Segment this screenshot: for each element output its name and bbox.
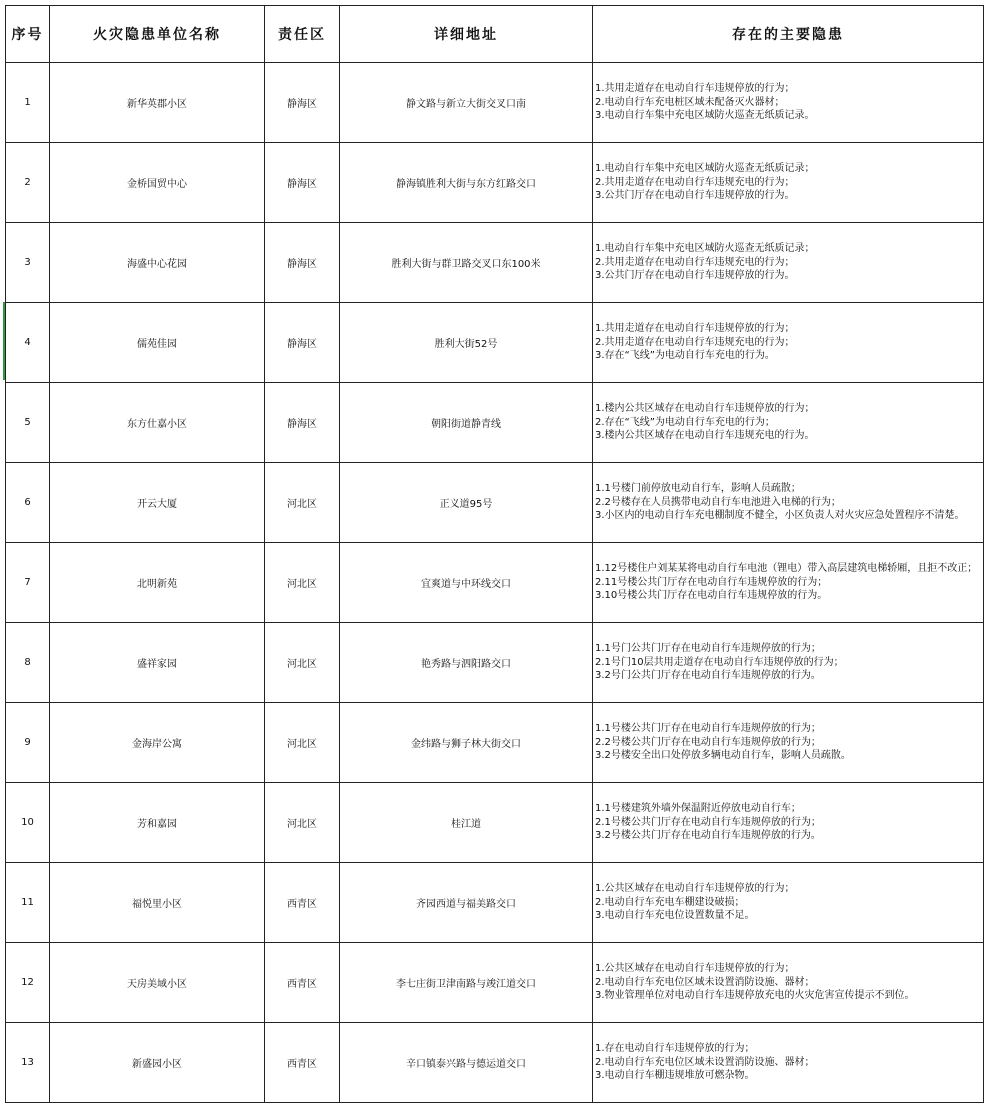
issue-line: 2.2号楼公共门厅存在电动自行车违规停放的行为；	[595, 736, 821, 748]
issue-line: 3.楼内公共区域存在电动自行车违规充电的行为。	[595, 430, 815, 442]
issue-line: 2.11号楼公共门厅存在电动自行车违规停放的行为；	[595, 576, 828, 588]
table-row	[6, 63, 984, 143]
issue-line: 1.存在电动自行车违规停放的行为；	[595, 1043, 755, 1055]
table-row	[6, 703, 984, 783]
issue-line: 1.电动自行车集中充电区域防火巡查无纸质记录；	[595, 243, 815, 255]
cell-index[interactable]: 10	[6, 783, 50, 863]
cell-unit-name[interactable]: 天房美域小区	[50, 943, 265, 1023]
issue-line: 2.1号楼公共门厅存在电动自行车违规停放的行为；	[595, 816, 821, 828]
cell-index[interactable]: 2	[6, 143, 50, 223]
cell-district[interactable]: 河北区	[265, 543, 340, 623]
cell-index[interactable]: 12	[6, 943, 50, 1023]
issue-line: 3.电动自行车棚违规堆放可燃杂物。	[595, 1070, 755, 1082]
cell-issues[interactable]	[593, 543, 984, 623]
issue-line: 3.公共门厅存在电动自行车违规停放的行为。	[595, 270, 795, 282]
cell-unit-name[interactable]: 儒苑佳园	[50, 303, 265, 383]
header-address: 详细地址	[340, 6, 593, 63]
issue-line: 1.共用走道存在电动自行车违规停放的行为；	[595, 323, 795, 335]
cell-issues[interactable]	[593, 863, 984, 943]
cell-index[interactable]: 5	[6, 383, 50, 463]
issue-line: 2.2号楼存在人员携带电动自行车电池进入电梯的行为；	[595, 496, 841, 508]
cell-unit-name[interactable]: 北明新苑	[50, 543, 265, 623]
cell-district[interactable]: 河北区	[265, 783, 340, 863]
cell-address[interactable]: 正义道95号	[340, 463, 593, 543]
cell-issues[interactable]	[593, 143, 984, 223]
cell-issues[interactable]	[593, 383, 984, 463]
cell-issues[interactable]	[593, 63, 984, 143]
issue-line: 2.共用走道存在电动自行车违规充电的行为；	[595, 336, 795, 348]
cell-address[interactable]: 朝阳街道静青线	[340, 383, 593, 463]
cell-address[interactable]: 静海镇胜利大街与东方红路交口	[340, 143, 593, 223]
cell-district[interactable]: 静海区	[265, 143, 340, 223]
cell-issues[interactable]	[593, 303, 984, 383]
header-row	[6, 6, 984, 63]
cell-unit-name[interactable]: 金桥国贸中心	[50, 143, 265, 223]
issue-line: 3.2号楼公共门厅存在电动自行车违规停放的行为。	[595, 830, 821, 842]
issue-line: 1.1号门公共门厅存在电动自行车违规停放的行为；	[595, 643, 821, 655]
issue-line: 2.电动自行车充电位区域未设置消防设施、器材；	[595, 976, 815, 988]
cell-address[interactable]: 金纬路与狮子林大街交口	[340, 703, 593, 783]
cell-issues[interactable]	[593, 943, 984, 1023]
cell-district[interactable]: 西青区	[265, 1023, 340, 1103]
cell-address[interactable]: 辛口镇泰兴路与德运道交口	[340, 1023, 593, 1103]
cell-district[interactable]: 静海区	[265, 63, 340, 143]
cell-index[interactable]: 8	[6, 623, 50, 703]
issue-line: 3.小区内的电动自行车充电棚制度不健全，小区负责人对火灾应急处置程序不清楚。	[595, 510, 965, 522]
cell-address[interactable]: 李七庄街卫津南路与竣江道交口	[340, 943, 593, 1023]
cell-district[interactable]: 西青区	[265, 863, 340, 943]
header-district: 责任区	[265, 6, 340, 63]
issue-line: 1.公共区域存在电动自行车违规停放的行为；	[595, 883, 795, 895]
cell-index[interactable]: 4	[6, 303, 50, 383]
issue-line: 2.共用走道存在电动自行车违规充电的行为；	[595, 176, 795, 188]
cell-issues[interactable]	[593, 1023, 984, 1103]
header-issues: 存在的主要隐患	[593, 6, 984, 63]
issue-line: 2.存在“飞线”为电动自行车充电的行为；	[595, 416, 775, 428]
issue-line: 2.电动自行车充电桩区域未配备灭火器材；	[595, 96, 785, 108]
table-row	[6, 863, 984, 943]
cell-unit-name[interactable]: 东方仕嘉小区	[50, 383, 265, 463]
cell-unit-name[interactable]: 新盛园小区	[50, 1023, 265, 1103]
cell-index[interactable]: 11	[6, 863, 50, 943]
issue-line: 2.电动自行车充电车棚建设破损；	[595, 896, 745, 908]
cell-issues[interactable]	[593, 783, 984, 863]
cell-unit-name[interactable]: 盛祥家园	[50, 623, 265, 703]
cell-district[interactable]: 静海区	[265, 383, 340, 463]
issue-line: 3.10号楼公共门厅存在电动自行车违规停放的行为。	[595, 590, 828, 602]
issue-line: 1.1号楼门前停放电动自行车，影响人员疏散；	[595, 483, 801, 495]
table-body	[6, 63, 984, 1103]
cell-issues[interactable]	[593, 463, 984, 543]
cell-index[interactable]: 3	[6, 223, 50, 303]
issue-line: 1.1号楼建筑外墙外保温附近停放电动自行车；	[595, 803, 801, 815]
cell-address[interactable]: 齐园西道与福美路交口	[340, 863, 593, 943]
cell-address[interactable]: 宜爽道与中环线交口	[340, 543, 593, 623]
table-row	[6, 1023, 984, 1103]
hazard-table	[5, 5, 984, 1103]
cell-index[interactable]: 13	[6, 1023, 50, 1103]
issue-line: 3.存在“飞线”为电动自行车充电的行为。	[595, 350, 775, 362]
cell-issues[interactable]	[593, 223, 984, 303]
cell-address[interactable]: 艳秀路与泗阳路交口	[340, 623, 593, 703]
issue-line: 1.楼内公共区域存在电动自行车违规停放的行为；	[595, 403, 815, 415]
cell-district[interactable]: 河北区	[265, 703, 340, 783]
cell-unit-name[interactable]: 开云大厦	[50, 463, 265, 543]
cell-unit-name[interactable]: 芳和嘉园	[50, 783, 265, 863]
cell-index[interactable]: 7	[6, 543, 50, 623]
table-row	[6, 383, 984, 463]
table-row	[6, 223, 984, 303]
issue-line: 3.2号楼安全出口处停放多辆电动自行车，影响人员疏散。	[595, 750, 851, 762]
cell-address[interactable]: 静文路与新立大街交叉口南	[340, 63, 593, 143]
cell-address[interactable]: 桂江道	[340, 783, 593, 863]
cell-index[interactable]: 6	[6, 463, 50, 543]
cell-unit-name[interactable]: 金海岸公寓	[50, 703, 265, 783]
cell-district[interactable]: 静海区	[265, 303, 340, 383]
issue-line: 1.公共区域存在电动自行车违规停放的行为；	[595, 963, 795, 975]
table-row	[6, 543, 984, 623]
issue-line: 3.2号门公共门厅存在电动自行车违规停放的行为。	[595, 670, 821, 682]
table-row	[6, 943, 984, 1023]
issue-line: 2.共用走道存在电动自行车违规充电的行为；	[595, 256, 795, 268]
issue-line: 3.电动自行车充电位设置数量不足。	[595, 910, 755, 922]
cell-district[interactable]: 西青区	[265, 943, 340, 1023]
issue-line: 2.1号门10层共用走道存在电动自行车违规停放的行为；	[595, 656, 844, 668]
issue-line: 3.公共门厅存在电动自行车违规停放的行为。	[595, 190, 795, 202]
issue-line: 3.物业管理单位对电动自行车违规停放充电的火灾危害宣传提示不到位。	[595, 990, 915, 1002]
cell-issues[interactable]	[593, 703, 984, 783]
header-name: 火灾隐患单位名称	[50, 6, 265, 63]
cell-address[interactable]: 胜利大街与群卫路交叉口东100米	[340, 223, 593, 303]
cell-issues[interactable]	[593, 623, 984, 703]
table-row	[6, 463, 984, 543]
cell-unit-name[interactable]: 新华英郡小区	[50, 63, 265, 143]
issue-line: 3.电动自行车集中充电区域防火巡查无纸质记录。	[595, 110, 815, 122]
cell-district[interactable]: 静海区	[265, 223, 340, 303]
table-row	[6, 143, 984, 223]
table-row	[6, 783, 984, 863]
issue-line: 1.共用走道存在电动自行车违规停放的行为；	[595, 83, 795, 95]
issue-line: 1.1号楼公共门厅存在电动自行车违规停放的行为；	[595, 723, 821, 735]
cell-address[interactable]: 胜利大街52号	[340, 303, 593, 383]
cell-index[interactable]: 1	[6, 63, 50, 143]
issue-line: 1.12号楼住户刘某某将电动自行车电池（锂电）带入高层建筑电梯轿厢，且拒不改正；	[595, 563, 978, 575]
cell-unit-name[interactable]: 福悦里小区	[50, 863, 265, 943]
table-row	[6, 303, 984, 383]
issue-line: 1.电动自行车集中充电区域防火巡查无纸质记录；	[595, 163, 815, 175]
header-index: 序号	[6, 6, 50, 63]
issue-line: 2.电动自行车充电位区域未设置消防设施、器材；	[595, 1056, 815, 1068]
cell-district[interactable]: 河北区	[265, 463, 340, 543]
cell-index[interactable]: 9	[6, 703, 50, 783]
cell-unit-name[interactable]: 海盛中心花园	[50, 223, 265, 303]
table-row	[6, 623, 984, 703]
cell-district[interactable]: 河北区	[265, 623, 340, 703]
